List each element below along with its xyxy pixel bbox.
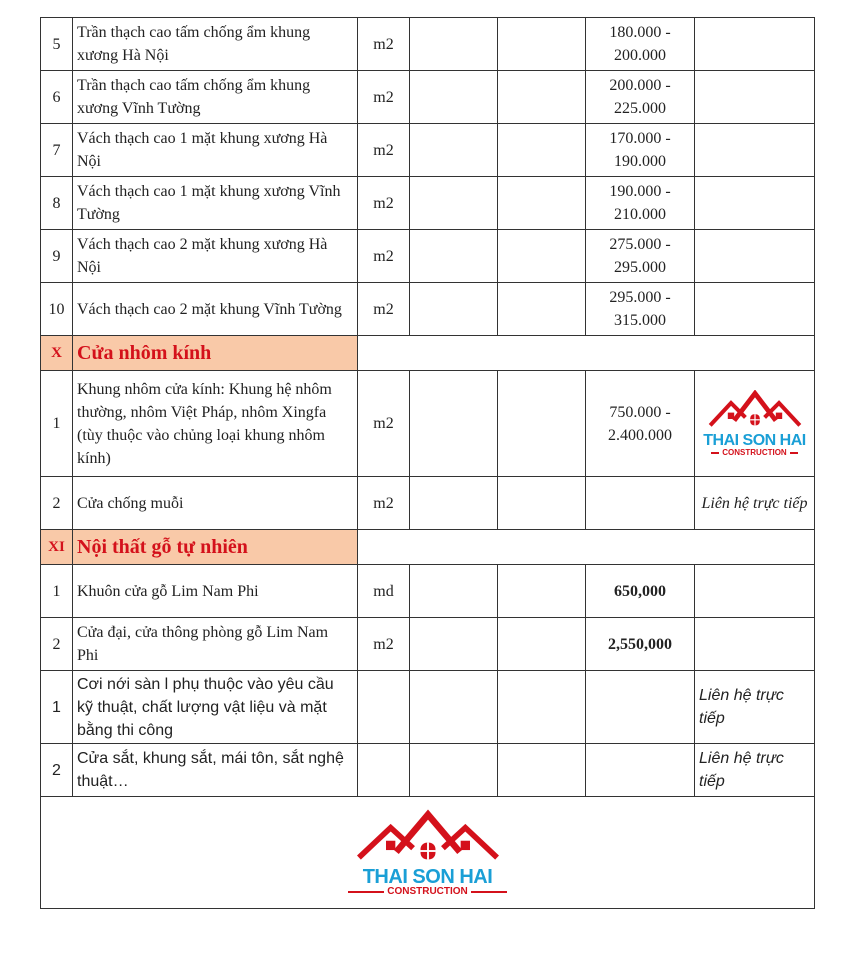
unit-cell: m2 (358, 371, 410, 477)
table-row (41, 230, 815, 283)
price-cell (586, 618, 695, 671)
unit-cell: m2 (358, 230, 410, 283)
row-number: 2 (41, 477, 73, 530)
empty-cell (410, 565, 498, 618)
row-number: 10 (41, 283, 73, 336)
table-row (41, 671, 815, 744)
price-cell (586, 565, 695, 618)
empty-cell (498, 744, 586, 797)
row-number: 8 (41, 177, 73, 230)
empty-cell (498, 71, 586, 124)
logo-name: THAI SON HAI (362, 865, 493, 888)
table-row (41, 371, 815, 477)
row-number: 1 (41, 671, 73, 744)
empty-cell (410, 283, 498, 336)
price-value: 650,000 (614, 582, 666, 600)
empty-cell (410, 477, 498, 530)
empty-cell (498, 230, 586, 283)
unit-cell (358, 671, 410, 744)
empty-cell (498, 565, 586, 618)
house-roof-icon (353, 809, 503, 865)
logo-sub-row (711, 449, 797, 457)
logo-subtitle: CONSTRUCTION (387, 885, 468, 897)
section-empty (358, 336, 815, 371)
unit-cell: m2 (358, 177, 410, 230)
empty-cell (410, 230, 498, 283)
empty-cell (410, 744, 498, 797)
company-logo (45, 809, 810, 897)
section-empty (358, 530, 815, 565)
empty-cell (498, 177, 586, 230)
note-cell (695, 565, 815, 618)
item-name: Khung nhôm cửa kính: Khung hệ nhôm thường, nhôm Việt Pháp, nhôm Xingfa (tùy thuộc vào chủng loại khung nhôm kính) (73, 371, 358, 477)
logo-footer-cell (41, 797, 815, 909)
unit-cell: m2 (358, 283, 410, 336)
unit-cell: md (358, 565, 410, 618)
row-number: 2 (41, 618, 73, 671)
row-number: 1 (41, 371, 73, 477)
item-name: Vách thạch cao 1 mặt khung xương Vĩnh Tường (73, 177, 358, 230)
logo-subtitle: CONSTRUCTION (722, 448, 787, 457)
empty-cell (410, 671, 498, 744)
note-cell (695, 371, 815, 477)
table-row (41, 565, 815, 618)
empty-cell (410, 177, 498, 230)
table-row (41, 744, 815, 797)
section-title: Cửa nhôm kính (73, 336, 358, 371)
unit-cell: m2 (358, 124, 410, 177)
note-cell (695, 18, 815, 71)
price-cell (586, 671, 695, 744)
item-name: Cửa đại, cửa thông phòng gỗ Lim Nam Phi (73, 618, 358, 671)
item-name: Vách thạch cao 1 mặt khung xương Hà Nội (73, 124, 358, 177)
unit-cell (358, 744, 410, 797)
logo-line-right (471, 891, 507, 893)
unit-cell: m2 (358, 71, 410, 124)
item-name: Trần thạch cao tấm chống ẩm khung xương Hà Nội (73, 18, 358, 71)
row-number: 9 (41, 230, 73, 283)
logo-name: THAI SON HAI (703, 432, 806, 449)
price-cell: 295.000 - 315.000 (586, 283, 695, 336)
unit-cell: m2 (358, 477, 410, 530)
empty-cell (498, 283, 586, 336)
empty-cell (498, 371, 586, 477)
item-name: Trần thạch cao tấm chống ẩm khung xương Vĩnh Tường (73, 71, 358, 124)
table-row (41, 283, 815, 336)
table-row (41, 477, 815, 530)
price-value: 2,550,000 (608, 635, 672, 653)
logo-sub-row (348, 887, 507, 897)
empty-cell (410, 71, 498, 124)
note-cell (695, 283, 815, 336)
price-cell: 275.000 - 295.000 (586, 230, 695, 283)
price-cell: 180.000 - 200.000 (586, 18, 695, 71)
price-cell: 200.000 - 225.000 (586, 71, 695, 124)
empty-cell (498, 124, 586, 177)
item-name: Khuôn cửa gỗ Lim Nam Phi (73, 565, 358, 618)
note-cell: Liên hệ trực tiếp (695, 477, 815, 530)
logo-footer-row (41, 797, 815, 909)
section-header-x (41, 336, 815, 371)
logo-line-right (790, 452, 798, 454)
house-roof-icon (707, 390, 803, 432)
empty-cell (498, 18, 586, 71)
row-number: 2 (41, 744, 73, 797)
row-number: 7 (41, 124, 73, 177)
item-name: Vách thạch cao 2 mặt khung Vĩnh Tường (73, 283, 358, 336)
row-number: 1 (41, 565, 73, 618)
table-row (41, 177, 815, 230)
price-cell (586, 477, 695, 530)
section-number: X (41, 336, 73, 371)
empty-cell (498, 671, 586, 744)
empty-cell (498, 477, 586, 530)
price-cell: 170.000 - 190.000 (586, 124, 695, 177)
company-logo-small (699, 390, 810, 457)
logo-line-left (348, 891, 384, 893)
note-cell (695, 618, 815, 671)
table-row (41, 18, 815, 71)
empty-cell (410, 124, 498, 177)
section-number: XI (41, 530, 73, 565)
logo-line-left (711, 452, 719, 454)
note-cell (695, 230, 815, 283)
price-cell (586, 744, 695, 797)
price-cell: 750.000 - 2.400.000 (586, 371, 695, 477)
table-row (41, 124, 815, 177)
note-cell (695, 71, 815, 124)
table-row (41, 618, 815, 671)
note-cell (695, 177, 815, 230)
unit-cell: m2 (358, 18, 410, 71)
row-number: 5 (41, 18, 73, 71)
item-name: Cơi nới sàn l phụ thuộc vào yêu cầu kỹ thuật, chất lượng vật liệu và mặt bằng thi công (73, 671, 358, 744)
price-table (40, 17, 815, 909)
row-number: 6 (41, 71, 73, 124)
note-cell (695, 124, 815, 177)
unit-cell: m2 (358, 618, 410, 671)
empty-cell (410, 18, 498, 71)
note-cell: Liên hệ trực tiếp (695, 671, 815, 744)
section-header-xi (41, 530, 815, 565)
item-name: Cửa sắt, khung sắt, mái tôn, sắt nghệ thuật… (73, 744, 358, 797)
empty-cell (498, 618, 586, 671)
note-cell: Liên hệ trực tiếp (695, 744, 815, 797)
price-cell: 190.000 - 210.000 (586, 177, 695, 230)
empty-cell (410, 618, 498, 671)
empty-cell (410, 371, 498, 477)
item-name: Vách thạch cao 2 mặt khung xương Hà Nội (73, 230, 358, 283)
item-name: Cửa chống muỗi (73, 477, 358, 530)
section-title: Nội thất gỗ tự nhiên (73, 530, 358, 565)
table-row (41, 71, 815, 124)
